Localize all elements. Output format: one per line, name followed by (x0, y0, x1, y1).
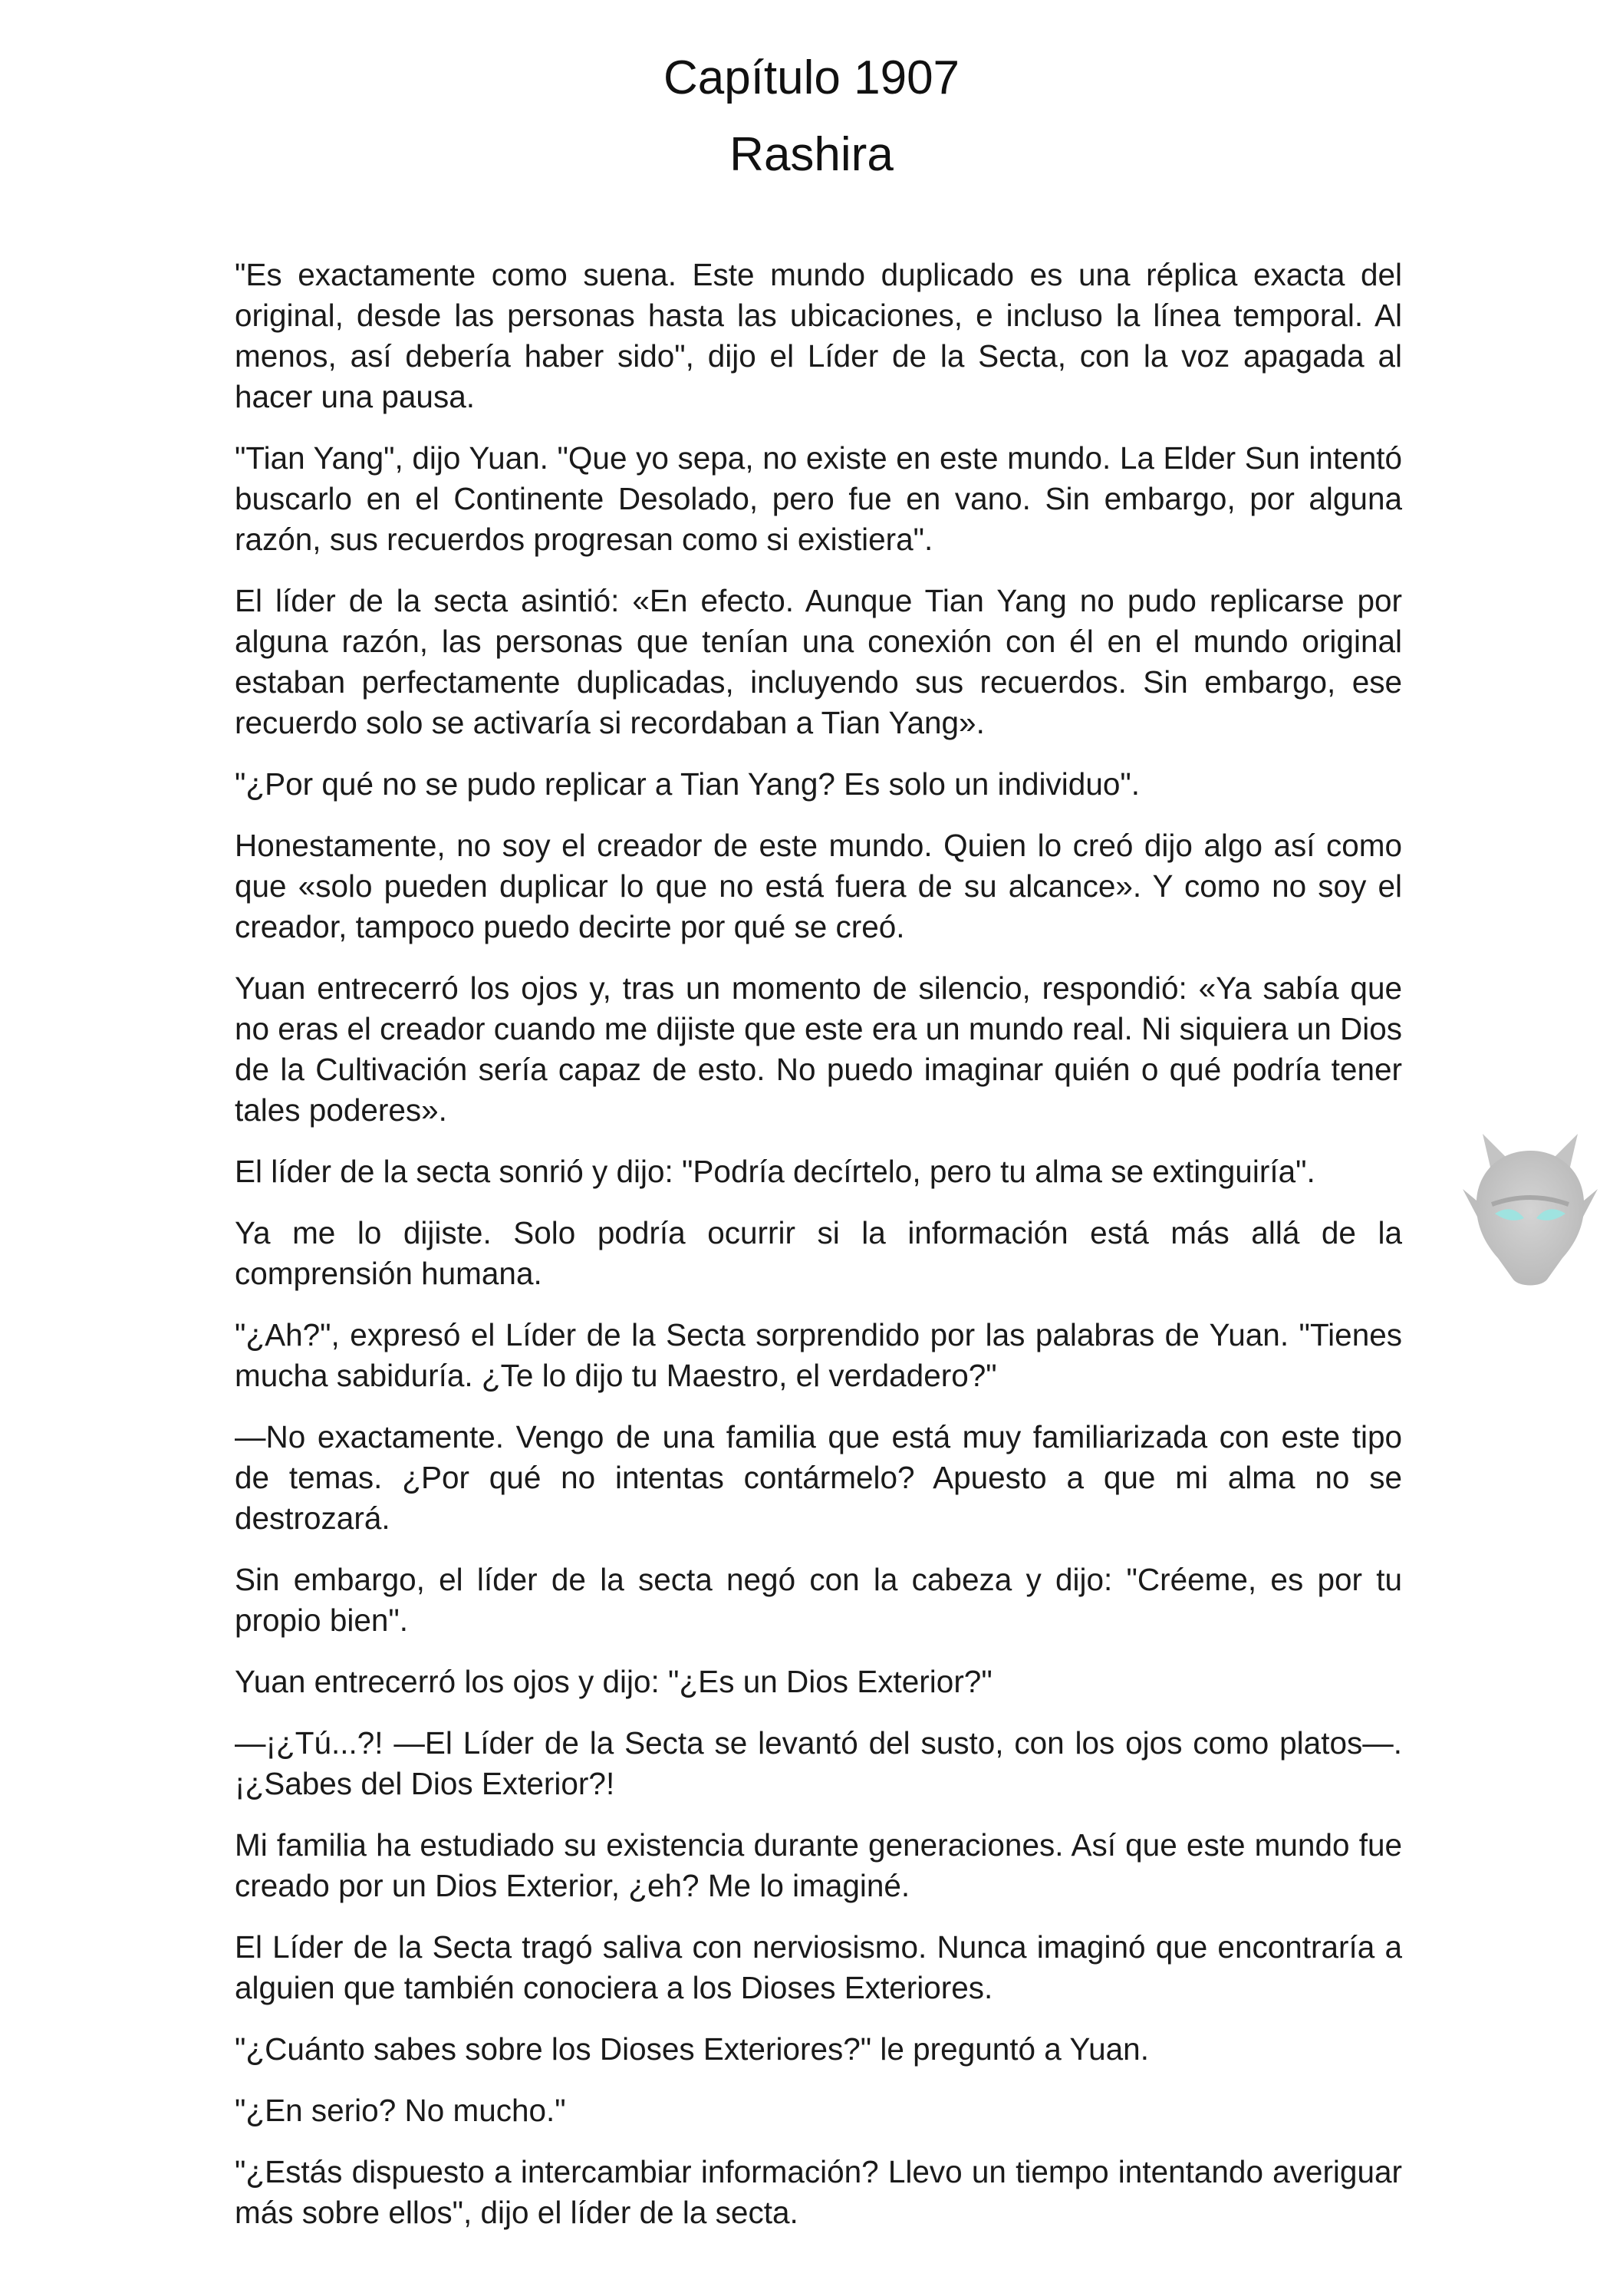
paragraph: "¿En serio? No mucho." (235, 2093, 566, 2128)
paragraph: "¿Cuánto sabes sobre los Dioses Exteriores?" le preguntó a Yuan. (235, 2031, 1149, 2067)
chapter-header (0, 40, 1623, 193)
paragraph: "¿Ah?", expresó el Líder de la Secta sorprendido por las palabras de Yuan. "Tienes mucha sabiduría. ¿Te lo dijo tu Maestro, el verdadero?" (235, 1317, 1402, 1393)
paragraph: El líder de la secta asintió: «En efecto. Aunque Tian Yang no pudo replicarse por alguna razón, las personas que tenían una conexión con él en el mundo original estaban perfectamente duplicadas, incluyendo sus recuerdos. Sin embargo, ese recuerdo solo se activaría si recordaban a Tian Yang». (235, 583, 1402, 740)
chapter-subtitle: Rashira (729, 128, 894, 181)
paragraph: "Es exactamente como suena. Este mundo duplicado es una réplica exacta del original, desde las personas hasta las ubicaciones, e incluso la línea temporal. Al menos, así debería haber sido", dijo el Líder de la Secta, con la voz apagada al hacer una pausa. (235, 257, 1402, 414)
chapter-title: Capítulo 1907 (663, 51, 960, 104)
paragraph: El Líder de la Secta tragó saliva con nerviosismo. Nunca imaginó que encontraría a alguien que también conociera a los Dioses Exteriores. (235, 1929, 1402, 2005)
chapter-body (235, 255, 1402, 2254)
paragraph: Honestamente, no soy el creador de este mundo. Quien lo creó dijo algo así como que «solo pueden duplicar lo que no está fuera de su alcance». Y como no soy el creador, tampoco puedo decirte por qué se creó. (235, 828, 1402, 944)
paragraph: "¿Por qué no se pudo replicar a Tian Yang? Es solo un individuo". (235, 766, 1140, 802)
paragraph: —¡¿Tú...?! —El Líder de la Secta se levantó del susto, con los ojos como platos—. ¡¿Sabes del Dios Exterior?! (235, 1725, 1402, 1801)
paragraph: Yuan entrecerró los ojos y dijo: "¿Es un Dios Exterior?" (235, 1664, 993, 1699)
paragraph: El líder de la secta sonrió y dijo: "Podría decírtelo, pero tu alma se extinguiría". (235, 1154, 1315, 1189)
paragraph: Sin embargo, el líder de la secta negó con la cabeza y dijo: "Créeme, es por tu propio bien". (235, 1562, 1402, 1638)
demon-head-icon (1461, 1128, 1599, 1293)
paragraph: Ya me lo dijiste. Solo podría ocurrir si la información está más allá de la comprensión humana. (235, 1215, 1402, 1291)
paragraph: "¿Estás dispuesto a intercambiar información? Llevo un tiempo intentando averiguar más sobre ellos", dijo el líder de la secta. (235, 2154, 1402, 2230)
paragraph: Yuan entrecerró los ojos y, tras un momento de silencio, respondió: «Ya sabía que no eras el creador cuando me dijiste que este era un mundo real. Ni siquiera un Dios de la Cultivación sería capaz de esto. No puedo imaginar quién o qué podría tener tales poderes». (235, 970, 1402, 1128)
paragraph: —No exactamente. Vengo de una familia que está muy familiarizada con este tipo de temas. ¿Por qué no intentas contármelo? Apuesto a que mi alma no se destrozará. (235, 1419, 1402, 1536)
paragraph: "Tian Yang", dijo Yuan. "Que yo sepa, no existe en este mundo. La Elder Sun intentó buscarlo en el Continente Desolado, pero fue en vano. Sin embargo, por alguna razón, sus recuerdos progresan como si existiera". (235, 440, 1402, 557)
paragraph: Mi familia ha estudiado su existencia durante generaciones. Así que este mundo fue creado por un Dios Exterior, ¿eh? Me lo imaginé. (235, 1827, 1402, 1903)
